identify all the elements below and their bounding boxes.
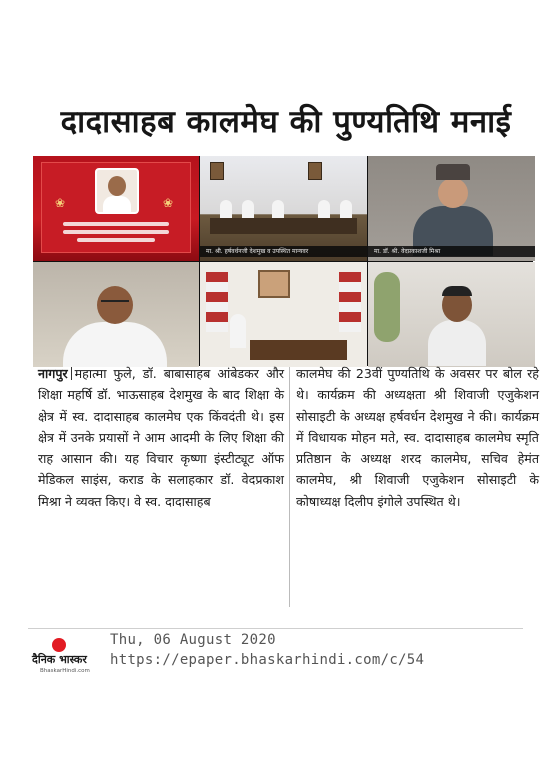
wall-portrait	[258, 270, 290, 298]
checkered-panel	[339, 272, 361, 332]
photo-meeting-hall	[200, 156, 367, 261]
seated-person	[272, 200, 284, 220]
photo-tribute-banner	[33, 156, 199, 261]
article-column-1	[38, 363, 284, 512]
footer-divider	[28, 628, 523, 629]
portrait-head	[108, 176, 126, 196]
photo-office-desk	[200, 262, 367, 367]
office-desk	[250, 340, 347, 360]
photo-caption: मा. डॉ. श्री. वेदप्रकाशजी मिश्रा	[368, 246, 535, 257]
seated-person	[220, 200, 232, 220]
banner-text-line	[77, 238, 155, 242]
brand-logo	[32, 638, 110, 682]
dateline-separator	[71, 367, 72, 380]
banner-text-line	[63, 222, 169, 226]
epaper-url[interactable]: https://epaper.bhaskarhindi.com/c/54	[110, 652, 425, 668]
photo-speaker-glasses	[33, 262, 199, 367]
seated-person	[242, 200, 254, 220]
photo-speaker-cap	[368, 156, 535, 261]
glasses	[101, 300, 129, 308]
conference-table	[210, 218, 357, 234]
checkered-panel	[206, 272, 228, 332]
photo-participant	[368, 262, 535, 367]
brand-site: BhaskarHindi.com	[40, 668, 90, 674]
photo-collage	[33, 156, 533, 366]
participant-shirt	[428, 320, 486, 366]
flower-icon: ❀	[55, 196, 66, 210]
banner-text-line	[63, 230, 169, 234]
flower-icon: ❀	[163, 196, 174, 210]
article-column-2	[296, 363, 539, 512]
plant	[374, 272, 400, 342]
speaker-shirt	[63, 322, 167, 367]
participant-hair	[442, 286, 472, 296]
seated-person	[230, 314, 246, 348]
portrait-body	[103, 196, 131, 212]
article-text: महात्मा फुले, डॉ. बाबासाहब आंबेडकर और शिक्षा महर्षि डॉ. भाऊसाहब देशमुख के बाद शिक्षा के क्षेत्र में स्व. दादासाहब कालमेघ एक किंवदंती थे। इस क्षेत्र में उनके प्रयासों ने आम आदमी के लिए शिक्षा की राह आसान की। यह विचार कृष्णा इंस्टीट्यूट ऑफ मेडिकल साइंस, कराड के सलाहकार डॉ. वेदप्रकाश मिश्रा ने व्यक्त किए। वे स्व. दादासाहब	[38, 366, 284, 509]
speaker-cap	[436, 164, 470, 180]
publish-date: Thu, 06 August 2020	[110, 632, 276, 648]
photo-caption: मा. श्री. हर्षवर्धनजी देशमुख व उपस्थित मान्यवर	[200, 246, 367, 257]
column-divider	[289, 367, 290, 607]
brand-dot-icon	[52, 638, 66, 652]
seated-person	[318, 200, 330, 220]
brand-name: दैनिक भास्कर	[32, 653, 87, 666]
headline: दादासाहब कालमेघ की पुण्यतिथि मनाई	[60, 104, 512, 140]
dateline: नागपुर	[38, 366, 68, 381]
wall-frame	[308, 162, 322, 180]
article-text: कालमेघ की 23वीं पुण्यतिथि के अवसर पर बोल रहे थे। कार्यक्रम की अध्यक्षता श्री शिवाजी एजुकेशन सोसाइटी के अध्यक्ष हर्षवर्धन देशमुख ने की। कार्यक्रम में विधायक मोहन मते, स्व. दादासाहब कालमेघ स्मृति प्रतिष्ठान के अध्यक्ष शरद कालमेघ, सचिव हेमंत कालमेघ, श्री शिवाजी एजुकेशन सोसाइटी के कोषाध्यक्ष दिलीप इंगोले उपस्थित थे।	[296, 366, 539, 509]
portrait-frame	[95, 168, 139, 214]
speaker-face	[438, 178, 468, 208]
seated-person	[340, 200, 352, 220]
wall-frame	[210, 162, 224, 180]
